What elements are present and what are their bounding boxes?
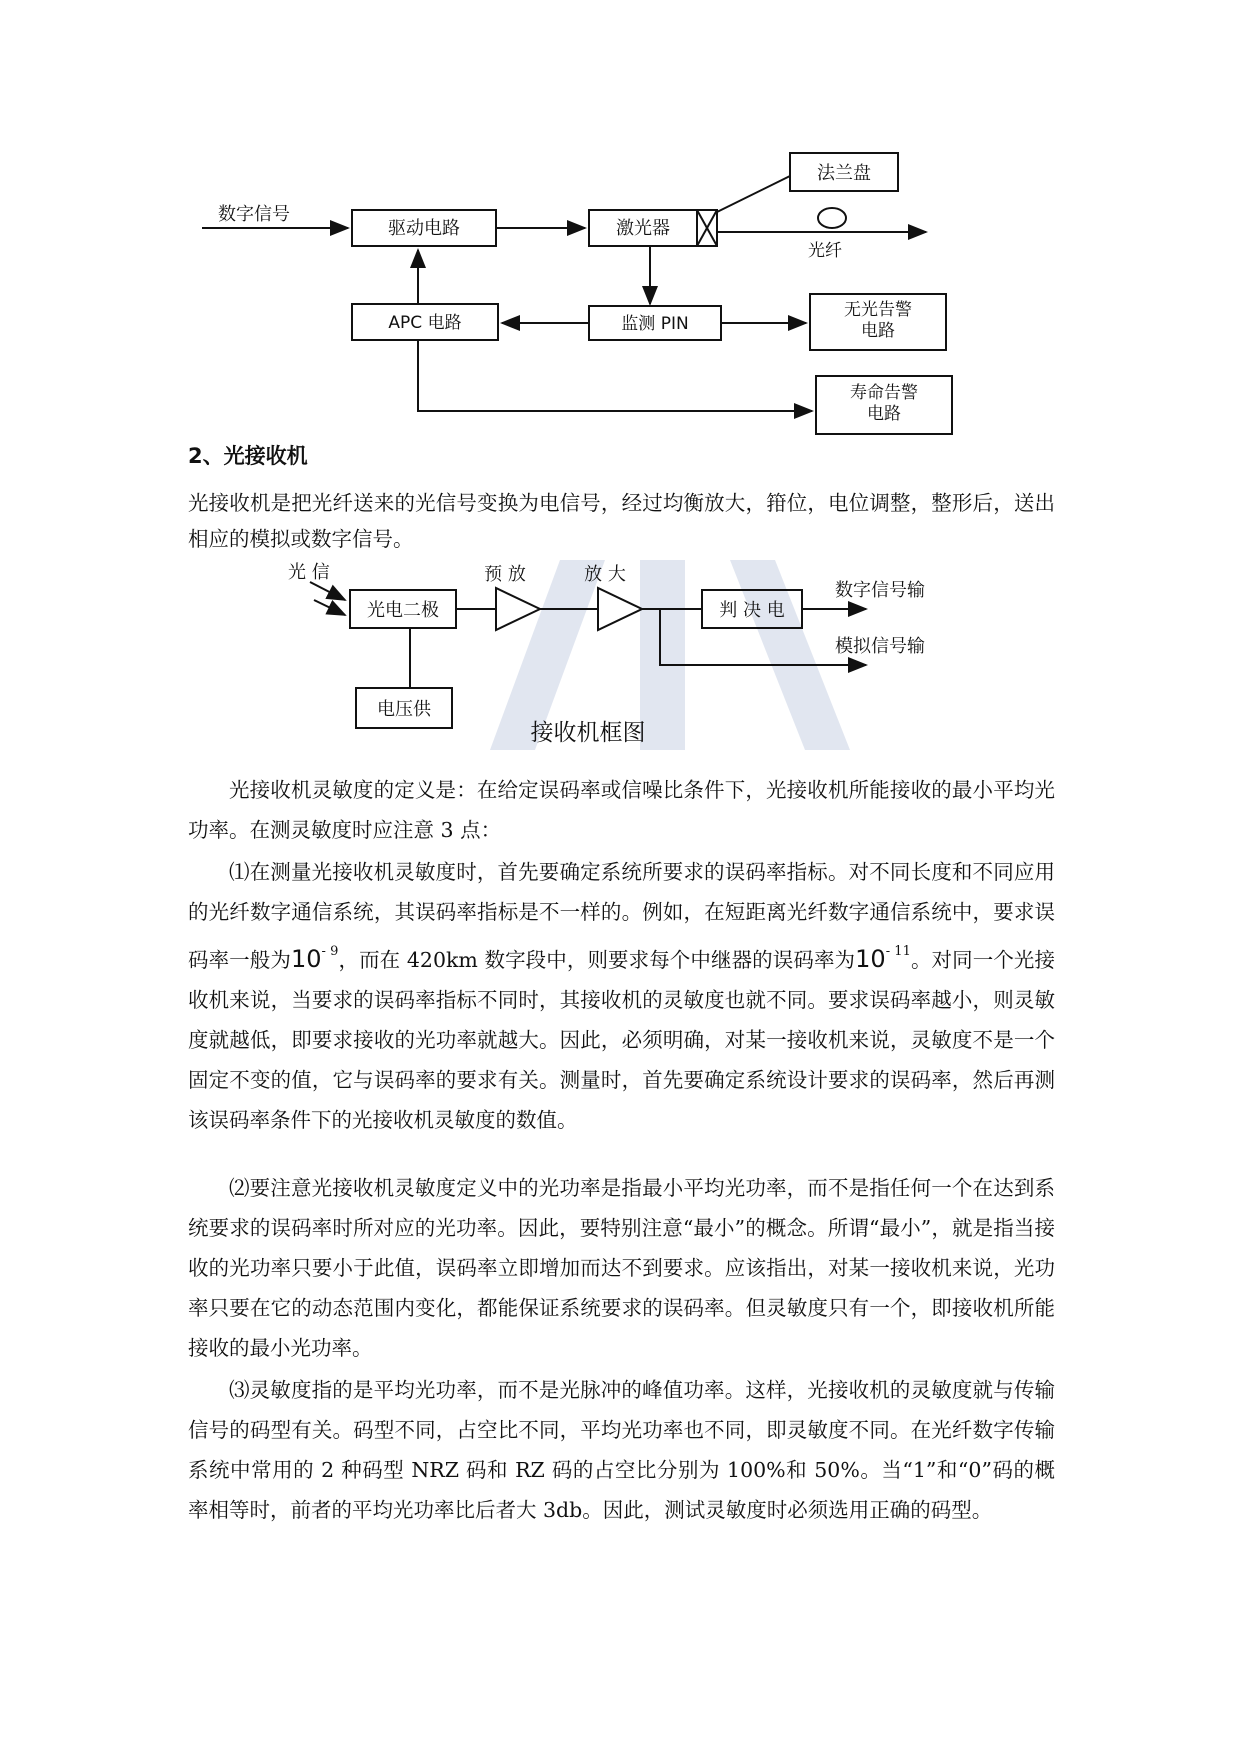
digital-output-label: 数字信号输: [835, 580, 925, 601]
preamp-label: 预 放: [484, 564, 526, 585]
laser-label: 激光器: [616, 218, 670, 239]
ber-base-2: 10: [855, 945, 886, 973]
apc-label: APC 电路: [388, 313, 462, 333]
no-light-alarm-label-2: 电路: [861, 321, 895, 341]
ber-exponent-1: - 9: [321, 944, 339, 959]
preamp-triangle: [496, 588, 540, 630]
life-alarm-label-2: 电路: [867, 404, 901, 424]
amp-triangle: [598, 588, 642, 630]
power-label: 电压供: [377, 699, 431, 720]
driver-label: 驱动电路: [388, 218, 460, 239]
flange-label: 法兰盘: [817, 163, 871, 184]
fiber-label: 光纤: [808, 241, 842, 261]
decision-label: 判 决 电: [719, 600, 785, 621]
point-1-text-a: ⑴在测量光接收机灵敏度时，首先要确定系统所要求的误码率指标。对不同长度和不同应用的光纤数字通信系统，其误码率指标是不一样的。例如，在短距离光纤数字通信系统中，要求误码率一般为: [188, 860, 1055, 972]
ber-base-1: 10: [290, 945, 322, 973]
point-1-text-c: 。对同一个光接收机来说，当要求的误码率指标不同时，其接收机的灵敏度也就不同。要求误码率越小，则灵敏度就越低，即要求接收的光功率就越大。因此，必须明确，对某一接收机来说，灵敏度不是一个固定不变的值，它与误码率的要求有关。测量时，首先要确定系统设计要求的误码率，然后再测该误码率条件下的光接收机灵敏度的数值。: [188, 948, 1056, 1132]
photodiode-label: 光电二极: [367, 600, 439, 621]
transmitter-diagram: [0, 0, 1241, 440]
sensitivity-definition: 光接收机灵敏度的定义是：在给定误码率或信噪比条件下，光接收机所能接收的最小平均光功率。在测灵敏度时应注意 3 点：: [188, 778, 1055, 842]
ber-exponent-2: - 11: [885, 944, 911, 959]
life-alarm-label-1: 寿命告警: [850, 383, 918, 403]
diagram-caption: 接收机框图: [530, 720, 646, 746]
monitor-label: 监测 PIN: [621, 314, 689, 334]
point-2-paragraph: ⑵要注意光接收机灵敏度定义中的光功率是指最小平均光功率，而不是指任何一个在达到系统要求的误码率时所对应的光功率。因此，要特别注意“最小”的概念。所谓“最小”，就是指当接收的光功率只要小于此值，误码率立即增加而达不到要求。应该指出，对某一接收机来说，光功率只要在它的动态范围内变化，都能保证系统要求的误码率。但灵敏度只有一个，即接收机所能接收的最小光功率。: [188, 1176, 1055, 1360]
point-1-paragraph: [188, 852, 1055, 1140]
no-light-alarm-label-1: 无光告警: [844, 300, 912, 320]
tx-input-label: 数字信号: [218, 204, 290, 225]
analog-output-label: 模拟信号输: [835, 636, 925, 657]
point-3-paragraph: ⑶灵敏度指的是平均光功率，而不是光脉冲的峰值功率。这样，光接收机的灵敏度就与传输信号的码型有关。码型不同，占空比不同，平均光功率也不同，即灵敏度不同。在光纤数字传输系统中常用的 2 种码型 NRZ 码和 RZ 码的占空比分别为 100%和 50%。当“1”和“0”码的概率相等时，前者的平均光功率比后者大 3db。因此，测试灵敏度时必须选用正确的码型。: [188, 1378, 1055, 1522]
amp-label: 放 大: [584, 564, 626, 585]
section-intro: 光接收机是把光纤送来的光信号变换为电信号，经过均衡放大，箝位，电位调整，整形后，送出相应的模拟或数字信号。: [188, 491, 1055, 551]
point-1-text-b: ，而在 420km 数字段中，则要求每个中继器的误码率为: [338, 948, 856, 972]
rx-input-label: 光 信: [288, 562, 330, 583]
receiver-diagram: [0, 560, 1241, 760]
section-heading: 2、光接收机: [188, 444, 308, 468]
